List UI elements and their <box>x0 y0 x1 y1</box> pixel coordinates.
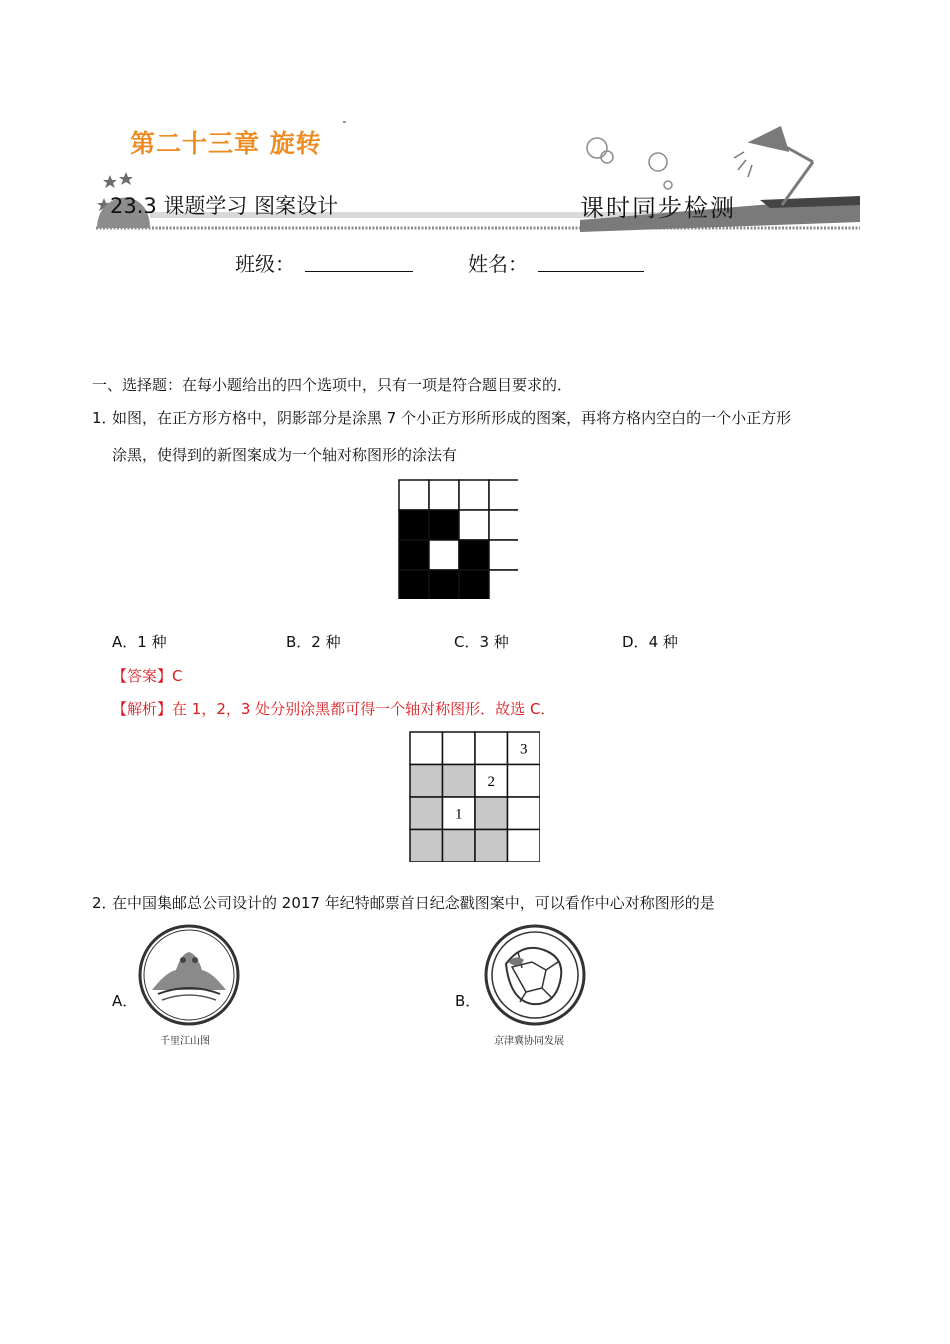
name-label: 姓名： <box>468 252 528 276</box>
section-heading: 一、选择题：在每小题给出的四个选项中，只有一项是符合题目要求的． <box>92 376 573 394</box>
blank-cell <box>489 570 518 599</box>
option-letter: D． <box>622 633 649 651</box>
answer-value: C <box>172 667 183 685</box>
q1-option-a[interactable] <box>112 632 167 652</box>
class-blank[interactable] <box>305 270 413 272</box>
stamp-b-caption: 京津冀协同发展 <box>494 1036 564 1047</box>
blank-cell <box>459 510 489 540</box>
q1-line2: 涂黑，使得到的新图案成为一个轴对称图形的涂法有 <box>112 446 458 464</box>
q1-option-b[interactable] <box>286 632 341 652</box>
q2-number: 2． <box>92 894 117 912</box>
option-letter: A． <box>112 992 138 1010</box>
q1-option-c[interactable] <box>454 632 509 652</box>
shaded-cell <box>410 797 443 830</box>
blank-cell <box>399 480 429 510</box>
shaded-cell <box>399 570 429 599</box>
blank-cell <box>410 732 443 765</box>
shaded-cell <box>410 830 443 863</box>
desk-lamp-icon <box>734 128 813 205</box>
option-text: 3 种 <box>479 633 509 651</box>
blank-cell <box>489 480 518 510</box>
option-letter: C． <box>454 633 480 651</box>
blank-cell <box>459 480 489 510</box>
cell-number-label: 3 <box>520 741 528 758</box>
shaded-cell <box>399 510 429 540</box>
class-label: 班级： <box>235 252 295 276</box>
option-letter: A． <box>112 633 138 651</box>
q2-option-a[interactable] <box>112 991 137 1011</box>
analysis-text: 在 1，2，3 处分别涂黑都可得一个轴对称图形．故选 C． <box>172 700 556 718</box>
stamp-a-caption: 千里江山图 <box>160 1036 210 1047</box>
shaded-cell <box>399 540 429 570</box>
analysis-label: 【解析】 <box>112 700 173 718</box>
q1-option-d[interactable] <box>622 632 678 652</box>
option-text: 2 种 <box>311 633 341 651</box>
blank-cell <box>508 765 541 798</box>
chapter-title: 第二十三章 旋转 <box>130 129 322 158</box>
blank-cell <box>429 540 459 570</box>
shaded-cell <box>459 570 489 599</box>
q1-analysis <box>112 699 555 719</box>
q1-answer <box>112 666 183 686</box>
shaded-cell <box>459 540 489 570</box>
name-blank[interactable] <box>538 270 644 272</box>
q1-solution-grid <box>409 731 540 862</box>
blank-cell <box>443 732 476 765</box>
q2-text: 在中国集邮总公司设计的 2017 年纪特邮票首日纪念戳图案中，可以看作中心对称图形的是 <box>112 894 715 912</box>
answer-label: 【答案】 <box>112 667 173 685</box>
bubble-icon <box>587 138 672 189</box>
option-text: 4 种 <box>648 633 678 651</box>
blank-cell <box>508 830 541 863</box>
blank-cell <box>429 480 459 510</box>
option-letter: B． <box>455 992 481 1010</box>
blank-cell <box>475 732 508 765</box>
q1-line1: 如图，在正方形方格中，阴影部分是涂黑 7 个小正方形所形成的图案，再将方格内空白的一个小正方形 <box>112 409 792 427</box>
shaded-cell <box>429 570 459 599</box>
blank-cell <box>489 510 518 540</box>
shaded-cell <box>410 765 443 798</box>
cell-number-label: 1 <box>455 806 463 823</box>
shaded-cell <box>443 830 476 863</box>
q1-figure-grid <box>398 479 518 599</box>
blank-cell <box>508 797 541 830</box>
stamp-a-postmark-icon <box>136 922 242 1028</box>
q1-number: 1． <box>92 409 117 427</box>
shaded-cell <box>429 510 459 540</box>
cell-number-label: 2 <box>487 773 495 790</box>
shaded-cell <box>443 765 476 798</box>
banner-right-label: 课时同步检测 <box>580 194 736 222</box>
shaded-cell <box>475 797 508 830</box>
option-text: 1 种 <box>137 633 167 651</box>
option-letter: B． <box>286 633 312 651</box>
blank-cell <box>489 540 518 570</box>
q2-option-b[interactable] <box>455 991 480 1011</box>
section-title: 23.3 课题学习 图案设计 <box>110 194 339 218</box>
stamp-b-postmark-icon <box>482 922 588 1028</box>
shaded-cell <box>475 830 508 863</box>
